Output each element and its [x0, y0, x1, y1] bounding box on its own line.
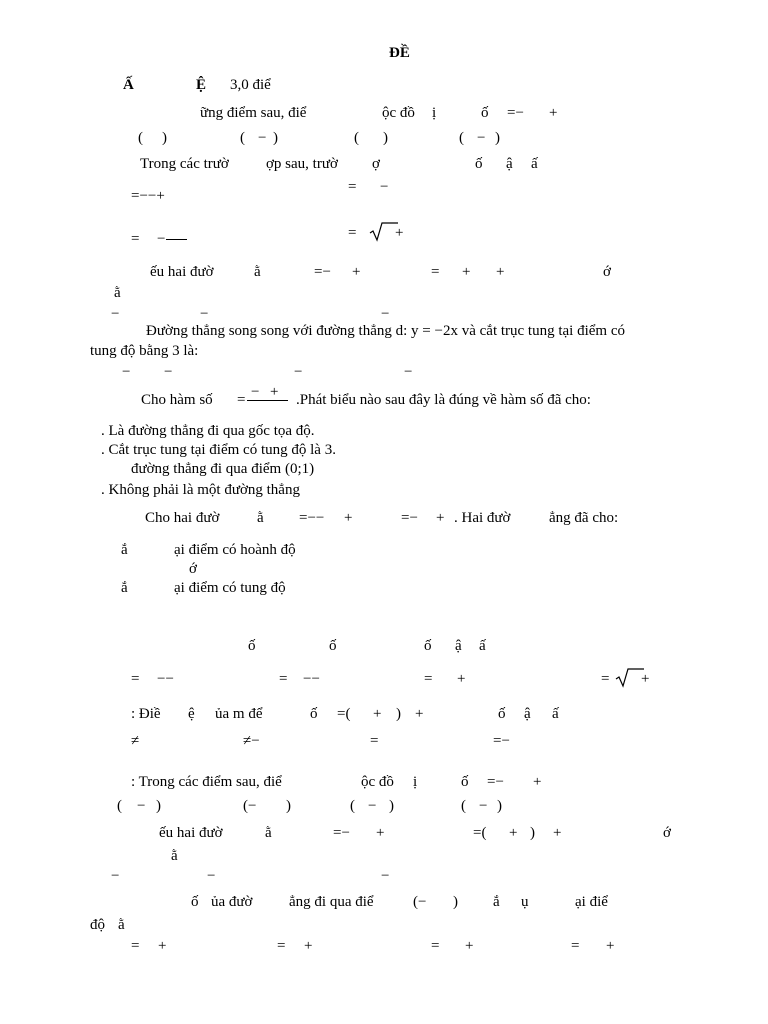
text-fragment: +	[376, 825, 385, 841]
text-fragment: =	[601, 671, 610, 687]
text-fragment: −	[381, 868, 390, 884]
text-fragment: ẳng đi qua điể	[289, 894, 374, 910]
text-fragment: ợ	[372, 156, 380, 172]
text-fragment: (	[117, 798, 122, 814]
text-fragment: ằ	[265, 825, 272, 841]
text-fragment: =	[131, 671, 140, 687]
text-fragment: +	[373, 706, 382, 722]
square-root-symbol	[369, 221, 399, 243]
text-fragment: ằ	[257, 510, 264, 526]
question-5-option-a: . Là đường thẳng đi qua gốc tọa độ.	[101, 423, 315, 439]
text-fragment: ếu hai đườ	[159, 825, 223, 841]
text-fragment: −	[137, 798, 146, 814]
text-fragment: (	[138, 130, 143, 146]
text-fragment: =	[131, 231, 140, 247]
text-fragment: −	[164, 364, 173, 380]
question-6-option-a: ắ	[121, 542, 128, 558]
text-fragment: )	[495, 130, 500, 146]
text-fragment: +	[415, 706, 424, 722]
text-fragment: )	[497, 798, 502, 814]
text-fragment: )	[530, 825, 535, 841]
text-fragment: =	[571, 938, 580, 954]
text-fragment: )	[286, 798, 291, 814]
text-fragment: +	[344, 510, 353, 526]
text-fragment: (−	[413, 894, 427, 910]
text-fragment: −	[368, 798, 377, 814]
text-fragment: =−	[507, 105, 524, 121]
text-fragment: )	[383, 130, 388, 146]
text-fragment: +	[641, 671, 650, 687]
fraction-bar	[247, 400, 288, 401]
text-fragment: ại điể	[575, 894, 608, 910]
question-6-option-c: ắ	[121, 580, 128, 596]
text-fragment: )	[162, 130, 167, 146]
text-fragment: ớ	[663, 825, 671, 841]
text-fragment: ậ	[455, 638, 462, 654]
text-fragment: +	[465, 938, 474, 954]
text-fragment: ố	[461, 774, 469, 790]
text-fragment: ợp sau, trườ	[266, 156, 338, 172]
text-fragment: ệ	[188, 706, 195, 722]
text-fragment: −	[404, 364, 413, 380]
text-fragment: ụ	[521, 894, 529, 910]
text-fragment: ấ	[531, 156, 538, 172]
text-fragment: ẳng đã cho:	[549, 510, 619, 526]
question-5-option-b: . Cắt trục tung tại điểm có tung độ là 3.	[101, 442, 336, 458]
text-fragment: =−	[314, 264, 331, 280]
text-fragment: =	[279, 671, 288, 687]
text-fragment: =	[277, 938, 286, 954]
text-fragment: +	[549, 105, 558, 121]
text-fragment: +	[509, 825, 518, 841]
text-fragment: +	[436, 510, 445, 526]
question-6-option-b: ớ	[189, 561, 197, 577]
text-fragment: −	[122, 364, 131, 380]
text-fragment: ấ	[479, 638, 486, 654]
text-fragment: ố	[475, 156, 483, 172]
text-fragment: ≠−	[243, 733, 260, 749]
question-5-prompt: Cho hàm số	[141, 392, 213, 408]
text-fragment: (	[240, 130, 245, 146]
text-fragment: ố	[310, 706, 318, 722]
question-10-prompt: ủa đườ	[211, 894, 253, 910]
text-fragment: ố	[481, 105, 489, 121]
question-4-prompt: Đường thẳng song song với đường thẳng d: y = −2x và cắt trục tung tại điểm có	[146, 323, 625, 339]
text-fragment: −	[380, 179, 389, 195]
text-fragment: +	[270, 384, 279, 400]
text-fragment: ố	[424, 638, 432, 654]
question-6-option-c-cont: ại điểm có tung độ	[174, 580, 286, 596]
text-fragment: ộc đồ	[361, 774, 394, 790]
text-fragment: =−−+	[131, 188, 165, 204]
question-2-prompt: Trong các trườ	[140, 156, 229, 172]
section-1-heading-a: Ấ	[123, 77, 134, 93]
text-fragment: =−	[401, 510, 418, 526]
text-fragment: −	[207, 868, 216, 884]
question-9-prompt: =−	[487, 774, 504, 790]
text-fragment: +	[395, 225, 404, 241]
question-3-prompt: ếu hai đườ	[150, 264, 214, 280]
text-fragment: =	[131, 938, 140, 954]
text-fragment: −	[111, 306, 120, 322]
text-fragment: ố	[248, 638, 256, 654]
text-fragment: ằ	[114, 285, 121, 301]
text-fragment: ố	[498, 706, 506, 722]
section-1-points: 3,0 điể	[230, 77, 271, 93]
exam-title: ĐỀ	[389, 45, 410, 61]
text-fragment: =−−	[299, 510, 325, 526]
text-fragment: (	[350, 798, 355, 814]
text-fragment: (	[354, 130, 359, 146]
text-fragment: −	[251, 384, 260, 400]
text-fragment: −	[479, 798, 488, 814]
text-fragment: )	[273, 130, 278, 146]
text-fragment: ớ	[603, 264, 611, 280]
text-fragment: ấ	[552, 706, 559, 722]
fraction-bar	[166, 239, 187, 240]
text-fragment: =	[431, 264, 440, 280]
text-fragment: −	[477, 130, 486, 146]
text-fragment: . Hai đườ	[454, 510, 511, 526]
text-fragment: +	[457, 671, 466, 687]
text-fragment: −	[111, 868, 120, 884]
text-fragment: +	[158, 938, 167, 954]
text-fragment: =	[348, 179, 357, 195]
text-fragment: ắ	[493, 894, 500, 910]
text-fragment: (	[461, 798, 466, 814]
text-fragment: ậ	[506, 156, 513, 172]
text-fragment: )	[389, 798, 394, 814]
text-fragment: +	[462, 264, 471, 280]
text-fragment: −	[258, 130, 267, 146]
text-fragment: −	[381, 306, 390, 322]
section-1-heading-b: Ệ	[196, 77, 207, 93]
question-6-prompt: Cho hai đườ	[145, 510, 220, 526]
text-fragment: )	[453, 894, 458, 910]
question-4-prompt-cont: tung độ bằng 3 là:	[90, 343, 199, 359]
text-fragment: =	[237, 392, 246, 408]
question-6-option-a-cont: ại điểm có hoành độ	[174, 542, 296, 558]
question-5-option-d: . Không phải là một đường thẳng	[101, 482, 300, 498]
question-8-prompt: =(	[337, 706, 351, 722]
text-fragment: ủa m để	[215, 706, 263, 722]
text-fragment: =	[424, 671, 433, 687]
text-fragment: +	[606, 938, 615, 954]
text-fragment: : Điề	[131, 706, 161, 722]
text-fragment: −	[294, 364, 303, 380]
text-fragment: ằ	[254, 264, 261, 280]
question-5-option-c: đường thẳng đi qua điểm (0;1)	[131, 461, 315, 477]
text-fragment: ị	[413, 774, 418, 790]
text-fragment: ậ	[524, 706, 531, 722]
text-fragment: +	[352, 264, 361, 280]
text-fragment: ằ	[171, 848, 178, 864]
text-fragment: −−	[157, 671, 174, 687]
text-fragment: +	[304, 938, 313, 954]
text-fragment: : Trong các điểm sau, điể	[131, 774, 282, 790]
text-fragment: độ	[90, 917, 105, 933]
text-fragment: =−	[493, 733, 510, 749]
text-fragment: ố	[191, 894, 199, 910]
text-fragment: .Phát biểu nào sau đây là đúng về hàm số đã cho:	[296, 392, 591, 408]
text-fragment: −	[200, 306, 209, 322]
text-fragment: −−	[303, 671, 320, 687]
text-fragment: )	[156, 798, 161, 814]
text-fragment: ị	[432, 105, 437, 121]
text-fragment: (	[459, 130, 464, 146]
square-root-symbol	[615, 667, 645, 689]
text-fragment: =−	[333, 825, 350, 841]
question-1-prompt: ững điểm sau, điể	[200, 105, 307, 121]
text-fragment: (−	[243, 798, 257, 814]
text-fragment: ộc đồ	[382, 105, 415, 121]
text-fragment: ố	[329, 638, 337, 654]
text-fragment: =	[431, 938, 440, 954]
text-fragment: +	[533, 774, 542, 790]
text-fragment: =	[370, 733, 379, 749]
text-fragment: −	[157, 231, 166, 247]
text-fragment: )	[396, 706, 401, 722]
text-fragment: =	[348, 225, 357, 241]
text-fragment: ằ	[118, 917, 125, 933]
text-fragment: +	[496, 264, 505, 280]
text-fragment: +	[553, 825, 562, 841]
text-fragment: ≠	[131, 733, 140, 749]
text-fragment: =(	[473, 825, 487, 841]
